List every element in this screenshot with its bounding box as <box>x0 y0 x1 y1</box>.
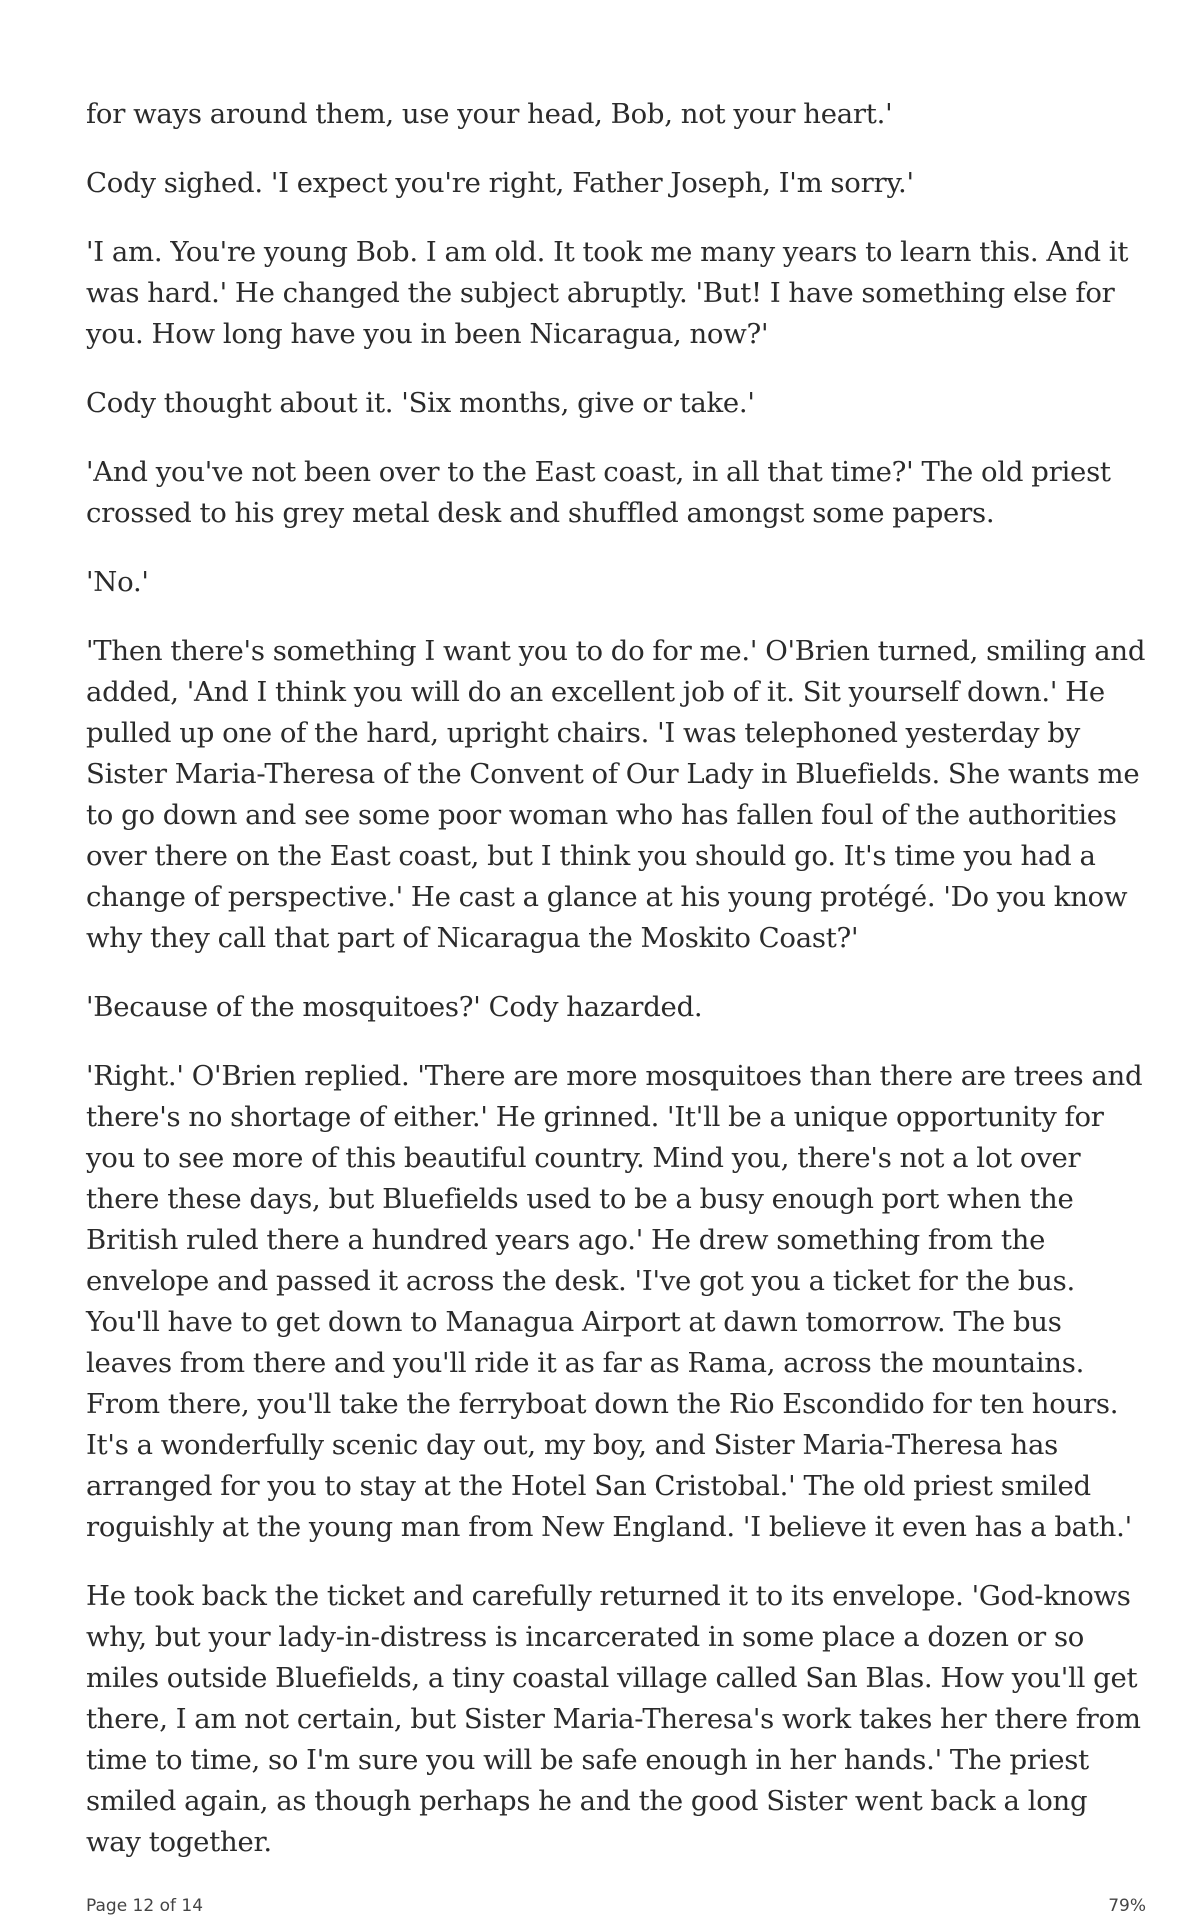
paragraph-3: 'I am. You're young Bob. I am old. It took me many years to learn this. And it was hard.' He changed the subject abruptly. 'But! I have something else for you. How long have you in been Nicaragua, now?' <box>86 236 1129 350</box>
paragraph-1: for ways around them, use your head, Bob, not your heart.' <box>86 98 893 130</box>
paragraph-9: 'Right.' O'Brien replied. 'There are more mosquitoes than there are trees and there's no shortage of either.' He grinned. 'It'll be a unique opportunity for you to see more of this beautiful country. Mind you, there's not a lot over there these days, but Bluefields used to be a busy enough port when the British ruled there a hundred years ago.' He drew something from the envelope and passed it across the desk. 'I've got you a ticket for the bus. You'll have to get down to Managua Airport at dawn tomorrow. The bus leaves from there and you'll ride it as far as Rama, across the mountains. From there, you'll take the ferryboat down the Rio Escondido for ten hours. It's a wonderfully scenic day out, my boy, and Sister Maria-Theresa has arranged for you to stay at the Hotel San Cristobal.' The old priest smiled roguishly at the young man from New England. 'I believe it even has a bath.' <box>86 1060 1143 1543</box>
page-indicator: Page 12 of 14 <box>86 1896 204 1916</box>
paragraph-6: 'No.' <box>86 566 149 598</box>
paragraph-4: Cody thought about it. 'Six months, give or take.' <box>86 387 755 419</box>
reader-page[interactable] <box>86 94 1146 1891</box>
reader-footer <box>86 1896 1146 1920</box>
paragraph-10: He took back the ticket and carefully returned it to its envelope. 'God-knows why, but your lady-in-distress is incarcerated in some place a dozen or so miles outside Bluefields, a tiny coastal village called San Blas. How you'll get there, I am not certain, but Sister Maria-Theresa's work takes her there from time to time, so I'm sure you will be safe enough in her hands.' The priest smiled again, as though perhaps he and the good Sister went back a long way together. <box>86 1580 1141 1858</box>
reading-progress: 79% <box>1108 1896 1146 1916</box>
paragraph-5: 'And you've not been over to the East coast, in all that time?' The old priest crossed to his grey metal desk and shuffled amongst some papers. <box>86 456 1111 529</box>
paragraph-7: 'Then there's something I want you to do for me.' O'Brien turned, smiling and added, 'And I think you will do an excellent job of it. Sit yourself down.' He pulled up one of the hard, upright chairs. 'I was telephoned yesterday by Sister Maria-Theresa of the Convent of Our Lady in Bluefields. She wants me to go down and see some poor woman who has fallen foul of the authorities over there on the East coast, but I think you should go. It's time you had a change of perspective.' He cast a glance at his young protégé. 'Do you know why they call that part of Nicaragua the Moskito Coast?' <box>86 635 1146 954</box>
paragraph-8: 'Because of the mosquitoes?' Cody hazarded. <box>86 991 703 1023</box>
paragraph-2: Cody sighed. 'I expect you're right, Father Joseph, I'm sorry.' <box>86 167 914 199</box>
